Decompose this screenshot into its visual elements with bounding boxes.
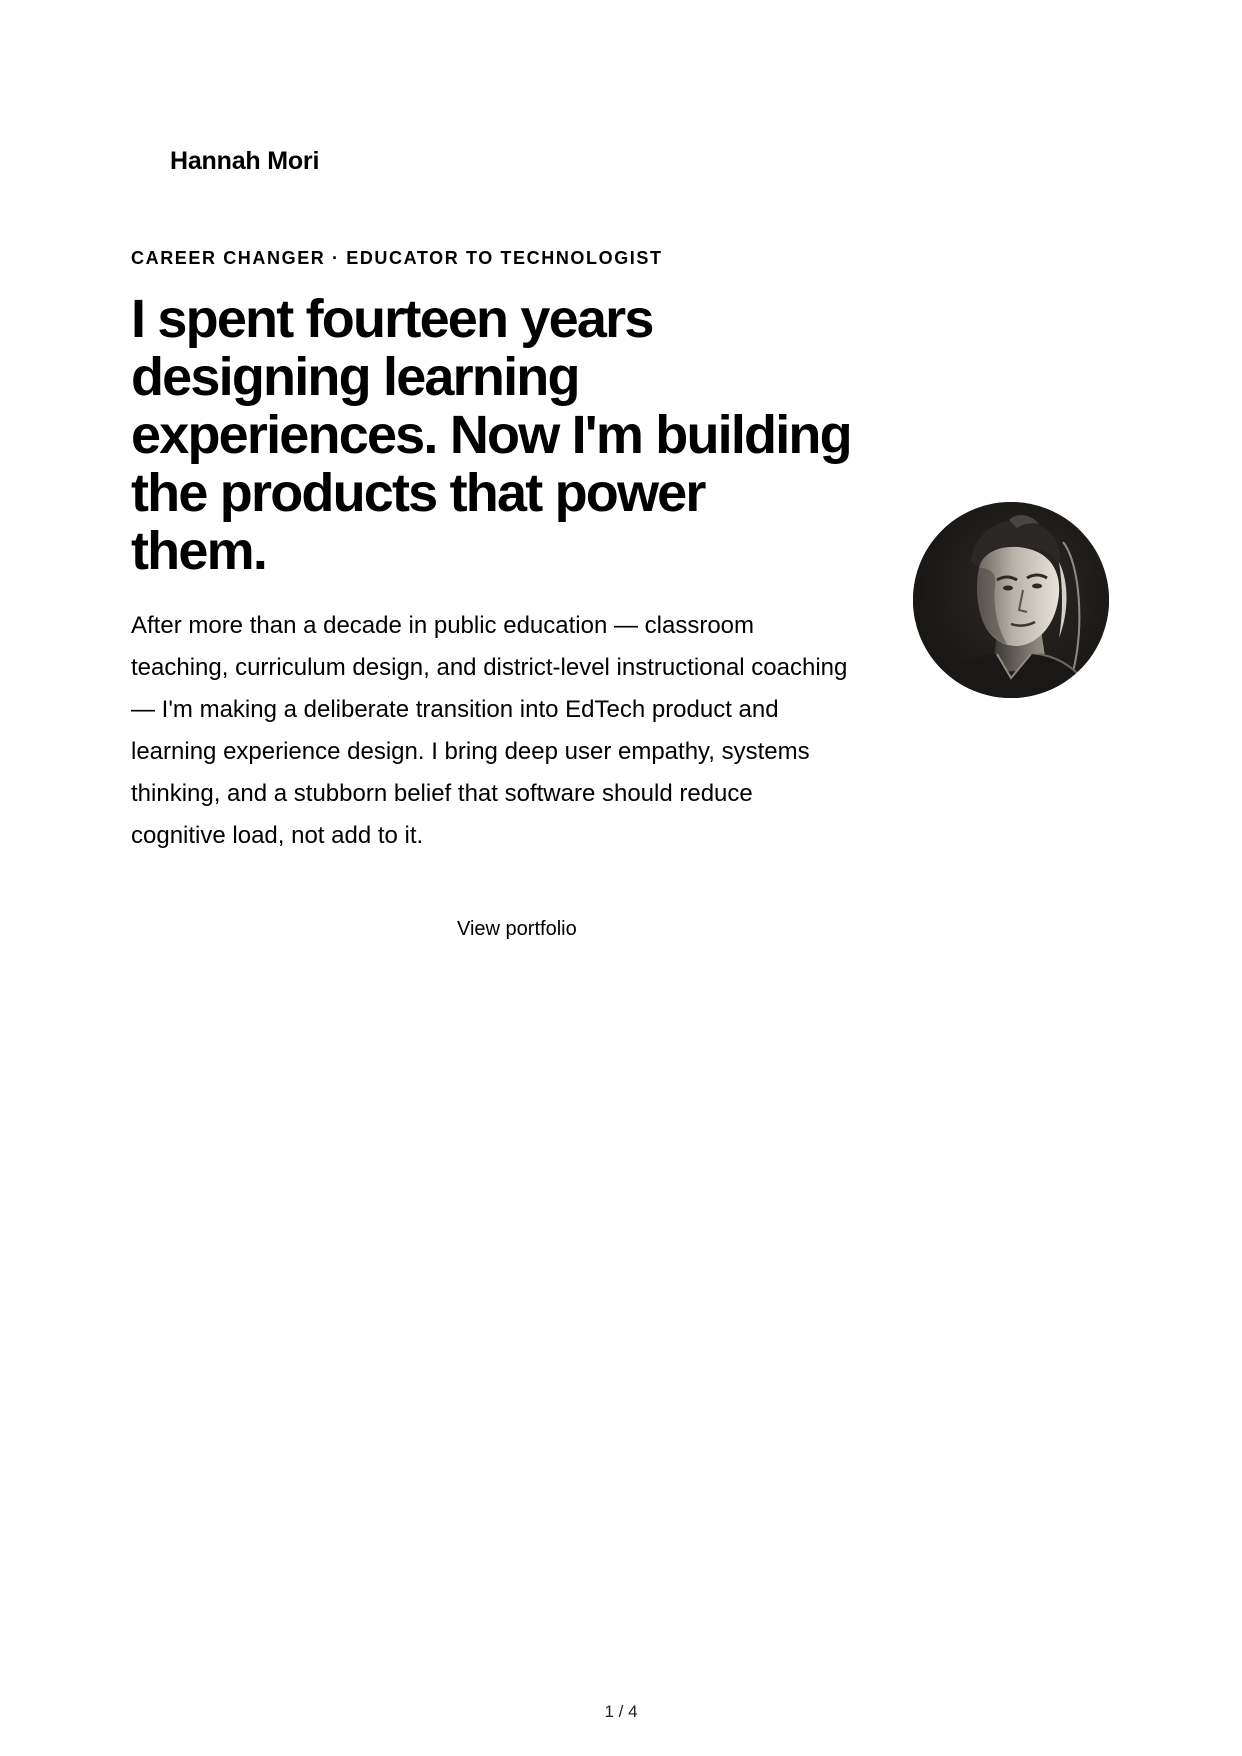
portrait-photo-icon: [913, 502, 1109, 698]
avatar: [913, 502, 1109, 698]
view-portfolio-link[interactable]: View portfolio: [457, 918, 577, 940]
hero-lede: After more than a decade in public education — classroom teaching, curriculum design, and district-level instructional coaching — I'm making a deliberate transition into EdTech product and learning experience design. I bring deep user empathy, systems thinking, and a stubborn belief that software should reduce cognitive load, not add to it.: [131, 612, 848, 849]
hero-headline: I spent fourteen years designing learning experiences. Now I'm building the products that power them.: [131, 289, 851, 581]
hero-eyebrow: CAREER CHANGER · EDUCATOR TO TECHNOLOGIST: [131, 248, 663, 268]
page-indicator: 1 / 4: [604, 1702, 638, 1721]
site-name: Hannah Mori: [170, 147, 320, 175]
